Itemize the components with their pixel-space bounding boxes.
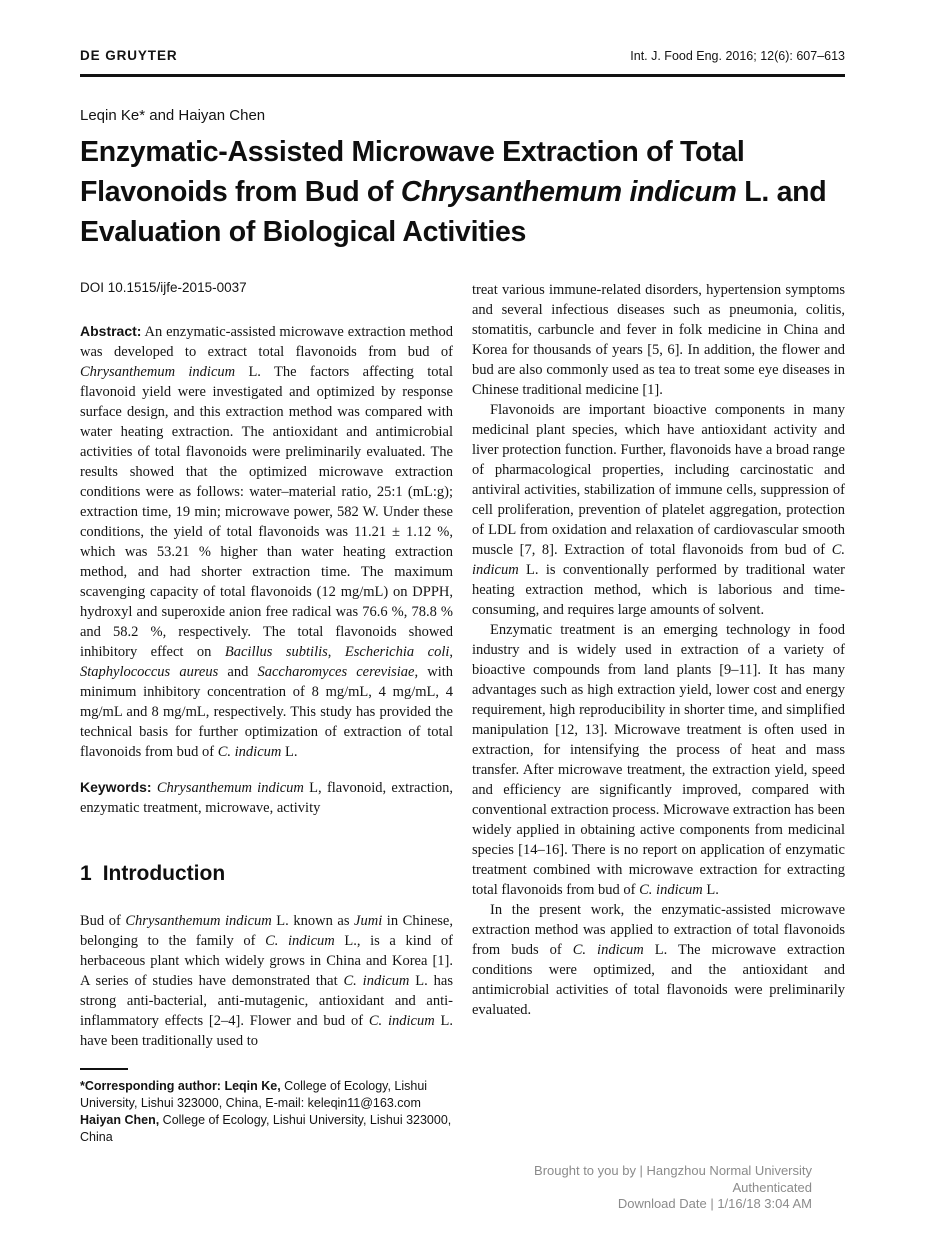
body-paragraph: In the present work, the enzymatic-assisted microwave extraction method was applied to extraction of total flavonoids from buds of C. indicum L. The microwave extraction conditions were optimized, and the antioxidant and antimicrobial activities of total flavonoids were preliminarily evaluated. [472,902,845,1018]
section-heading-introduction [80,862,453,886]
publisher-name: DE GRUYTER [80,48,178,63]
journal-citation: Int. J. Food Eng. 2016; 12(6): 607–613 [630,49,845,63]
body-paragraph: Flavonoids are important bioactive components in many medicinal plant species, which have antioxidant activity and liver protection function. Further, flavonoids have a broad range of pharmacological properties, including carcinostatic and antiviral activities, stabilization of immune cells, suppression of cell proliferation, prevention of platelet aggregation, protection of LDL from oxidation and relaxation of cardiovascular smooth muscle [7, 8]. Extraction of total flavonoids from bud of C. indicum L. is conventionally performed by traditional water heating extraction method, which is laborious and time-consuming, and requires large amounts of solvent. [472,402,845,618]
footnote-bold-label: *Corresponding author: Leqin Ke, [80,1079,281,1093]
abstract-text: An enzymatic-assisted microwave extraction method was developed to extract total flavonoids from bud of Chrysanthemum indicum L. The factors affecting total flavonoid yield were investigated and optimized by response surface design, and this extraction method was compared with water heating extraction. The antioxidant and antimicrobial activities of total flavonoids were preliminarily evaluated. The results showed that the optimized microwave extraction conditions were as follows: water–material ratio, 25:1 (mL:g); extraction time, 19 min; microwave power, 582 W. Under these conditions, the yield of total flavonoids was 11.21 ± 1.12 %, which was 53.21 % higher than water heating extraction method, and had shorter extraction time. The maximum scavenging capacity of total flavonoids (12 mg/mL) on DPPH, hydroxyl and superoxide anion free radical was 76.6 %, 78.8 % and 58.2 %, respectively. The total flavonoids showed inhibitory effect on Bacillus subtilis, Escherichia coli, Staphylococcus aureus and Saccharomyces cerevisiae, with minimum inhibitory concentration of 8 mg/mL, 4 mg/mL, 4 mg/mL and 8 mg/mL, respectively. This study has provided the technical basis for further optimization of extraction of total flavonoids from bud of C. indicum L. [80,324,454,760]
corresponding-author-footnote [80,1068,453,1146]
body-paragraph: Enzymatic treatment is an emerging technology in food industry and is widely used in extraction of a variety of bioactive compounds from land plants [9–11]. It has many advantages such as high extraction yield, lower cost and energy requirement, high reproducibility in shorter time, and simplified manipulation [12, 13]. Microwave treatment is often used in extraction, for intensifying the process of heat and mass transfer. After microwave treatment, the extraction yield, speed and efficiency are significantly improved, compared with conventional extraction process. Microwave extraction has been widely applied in obtaining active components from medicinal species [14–16]. There is no report on application of enzymatic treatment combined with microwave extraction for extracting total flavonoids from bud of C. indicum L. [472,622,845,898]
access-provenance-footer [534,1163,812,1213]
body-paragraph: treat various immune-related disorders, hypertension symptoms and several infectious diseases such as pneumonia, colitis, stomatitis, carbuncle and fever in folk medicine in China and Korea for thousands of years [5, 6]. In addition, the flower and bud are also commonly used as tea to treat some eye diseases in Chinese traditional medicine [1]. [472,282,845,398]
footer-line: Authenticated [732,1179,812,1195]
article-title: Enzymatic-Assisted Microwave Extraction of Total Flavonoids from Bud of Chrysanthemum indicum L. and Evaluation of Biological Activities [80,136,827,248]
footnote-entry-text: College of Ecology, Lishui University, Lishui 323000, China, E-mail: keleqin11@163.com [80,1079,428,1110]
keywords-text: Chrysanthemum indicum L, flavonoid, extraction, enzymatic treatment, microwave, activity [80,780,454,816]
page-header [80,48,845,63]
abstract-paragraph [80,321,453,762]
keywords-label: Keywords: [80,779,152,795]
right-column [472,280,845,1146]
footer-line: Brought to you by | Hangzhou Normal University [534,1163,812,1178]
header-rule [80,74,845,77]
footnote-entry [80,1112,453,1146]
section-number: 1 [80,862,92,885]
doi-line: DOI 10.1515/ijfe-2015-0037 [80,280,247,295]
footnote-entry [80,1078,453,1112]
footnote-entry-text: College of Ecology, Lishui University, Lishui 323000, China [80,1113,452,1144]
abstract-label: Abstract: [80,323,142,339]
footnote-rule [80,1068,128,1070]
footer-line: Download Date | 1/16/18 3:04 AM [617,1196,812,1211]
two-column-body [80,280,845,1146]
introduction-paragraph: Bud of Chrysanthemum indicum L. known as Jumi in Chinese, belonging to the family of C. indicum L., is a kind of herbaceous plant which widely grows in China and Korea [1]. A series of studies have demonstrated that C. indicum L. has strong anti-bacterial, anti-mutagenic, antioxidant and anti-inflammatory effects [2–4]. Flower and bud of C. indicum L. have been traditionally used to [80,913,453,1049]
keywords-paragraph [80,777,453,818]
authors-line: Leqin Ke* and Haiyan Chen [80,107,266,124]
left-column [80,280,453,1146]
section-title: Introduction [102,862,226,885]
footnote-bold-label: Haiyan Chen, [80,1113,160,1127]
